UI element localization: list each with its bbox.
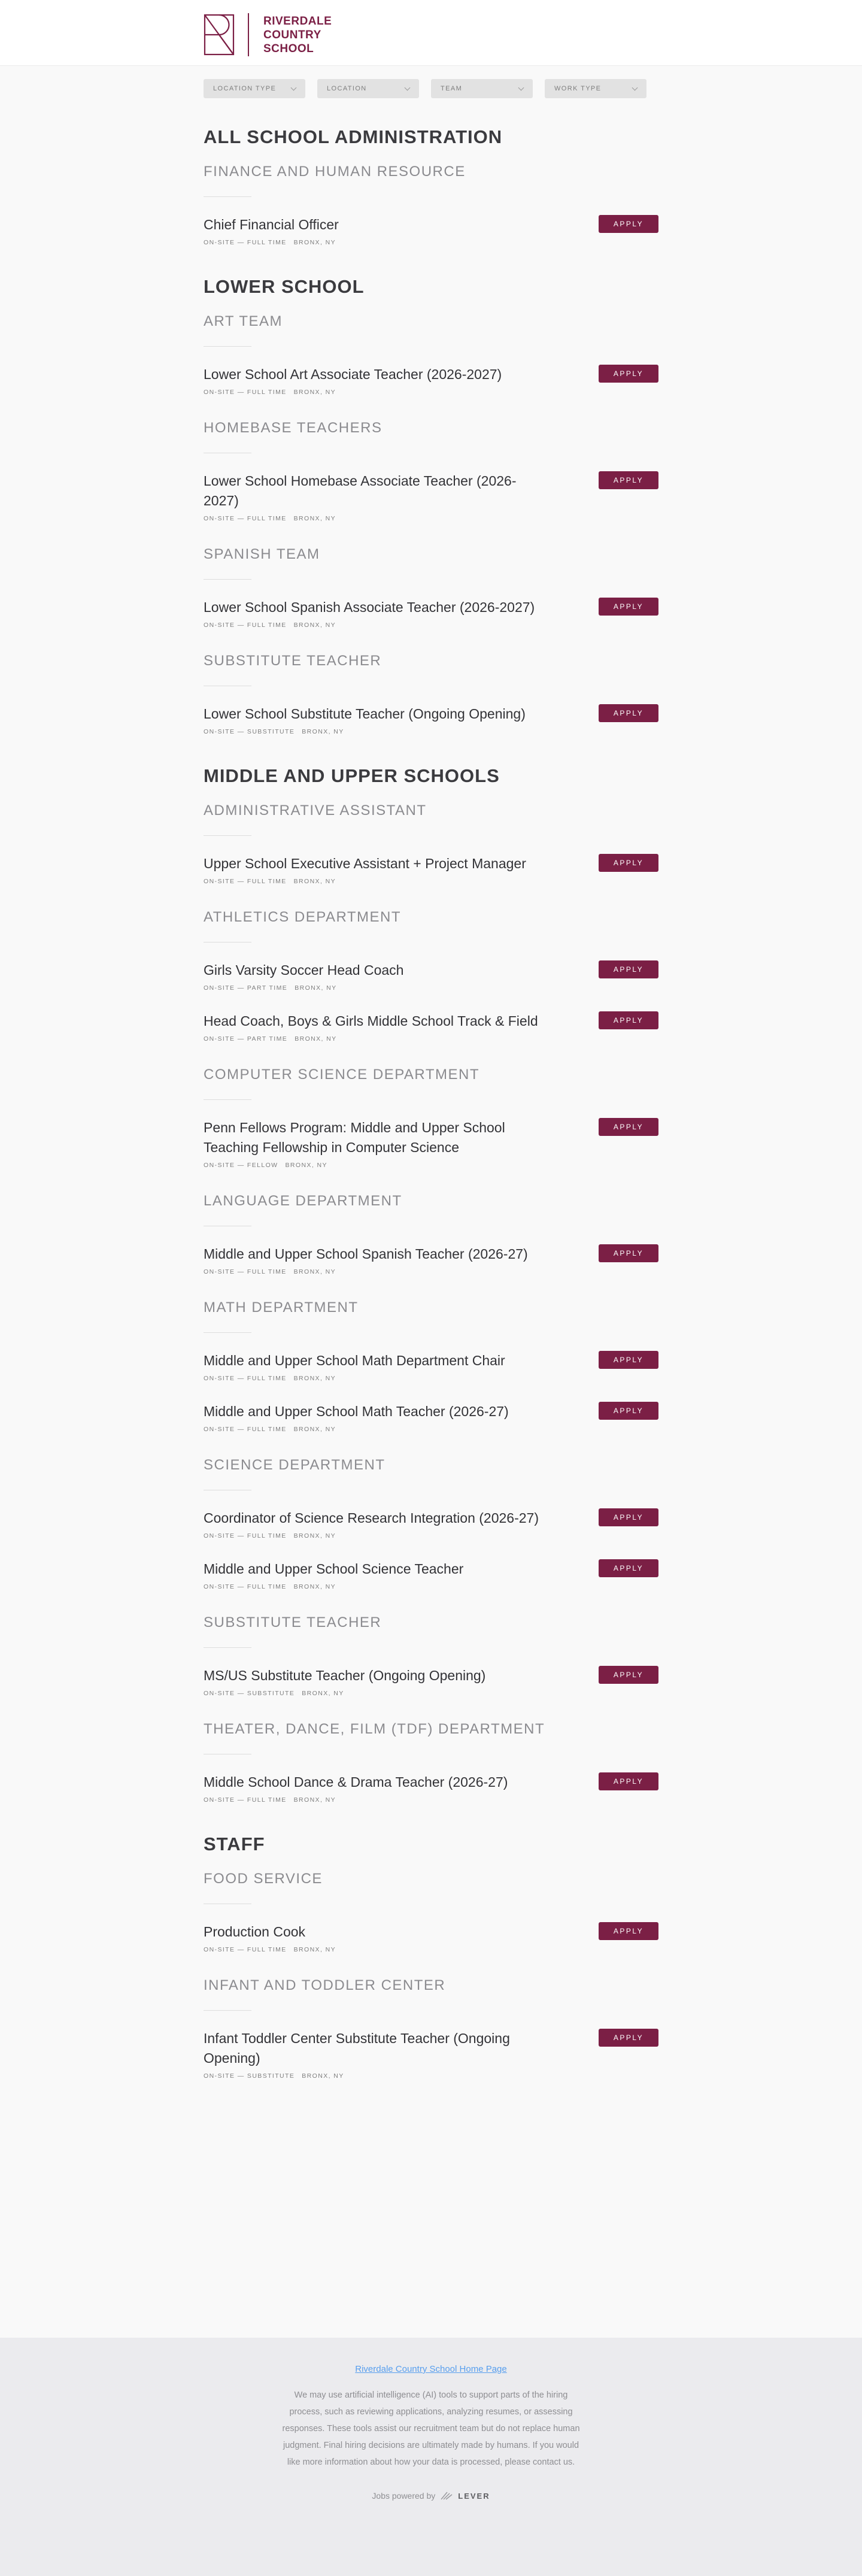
team-title: HOMEBASE TEACHERS [204,420,383,436]
job-posting [204,598,658,631]
filter-label: WORK TYPE [554,85,602,92]
powered-by-text: Jobs powered by [372,2491,436,2501]
team-section [204,1192,658,1277]
job-workplace-type: ON-SITE — FULL TIME [204,1946,287,1953]
job-workplace-type: ON-SITE — FULL TIME [204,1268,287,1275]
job-meta [204,1581,551,1592]
job-title-link[interactable]: Upper School Executive Assistant + Project Manager [204,856,526,871]
job-title-link[interactable]: Lower School Substitute Teacher (Ongoing Opening) [204,706,526,722]
department-title: STAFF [204,1833,265,1854]
team-section [204,1720,658,1805]
job-workplace-type: ON-SITE — FULL TIME [204,389,287,396]
job-workplace-type: ON-SITE — SUBSTITUTE [204,2072,295,2080]
team-divider [204,196,251,197]
job-title-link[interactable]: Head Coach, Boys & Girls Middle School Track & Field [204,1013,538,1029]
apply-button[interactable]: APPLY [599,1559,658,1577]
job-location: BRONX, NY [293,389,336,396]
job-location: BRONX, NY [293,239,336,246]
job-location: BRONX, NY [295,1035,337,1042]
job-workplace-type: ON-SITE — FULL TIME [204,622,287,629]
job-posting [204,1402,658,1435]
team-divider [204,835,251,836]
team-section [204,1870,658,1955]
job-location: BRONX, NY [293,1946,336,1953]
school-name-line-2: COUNTRY [263,28,321,41]
job-workplace-type: ON-SITE — PART TIME [204,984,288,992]
apply-button[interactable]: APPLY [599,960,658,978]
filter-label: LOCATION [327,85,367,92]
job-meta [204,726,551,737]
job-location: BRONX, NY [293,1268,336,1275]
team-divider [204,1332,251,1333]
team-section [204,802,658,887]
job-meta [204,1266,551,1277]
team-section [204,1614,658,1699]
filter-label: LOCATION TYPE [213,85,277,92]
job-location: BRONX, NY [293,1583,336,1590]
team-title: FOOD SERVICE [204,1871,323,1887]
team-title: MATH DEPARTMENT [204,1299,359,1316]
logo-divider [248,13,249,56]
job-meta [204,1373,551,1384]
department-section [204,765,658,1805]
job-workplace-type: ON-SITE — FULL TIME [204,1375,287,1382]
apply-button[interactable]: APPLY [599,365,658,383]
lever-wordmark: LEVER [458,2491,490,2501]
job-meta [204,237,551,248]
job-title-link[interactable]: Middle and Upper School Spanish Teacher (2026-27) [204,1246,528,1262]
job-meta [204,387,551,398]
job-posting [204,1559,658,1592]
department-title: LOWER SCHOOL [204,276,365,297]
chevron-down-icon [291,84,297,90]
job-title-link[interactable]: Middle School Dance & Drama Teacher (2026-27) [204,1774,508,1790]
job-meta [204,1424,551,1435]
team-section [204,1977,658,2081]
job-title-link[interactable]: Girls Varsity Soccer Head Coach [204,962,404,978]
job-workplace-type: ON-SITE — FELLOW [204,1162,278,1169]
filter-label: TEAM [441,85,463,92]
job-workplace-type: ON-SITE — SUBSTITUTE [204,728,295,735]
job-title-link[interactable]: Penn Fellows Program: Middle and Upper School Teaching Fellowship in Computer Science [204,1120,505,1155]
team-title: FINANCE AND HUMAN RESOURCE [204,163,466,180]
team-section [204,545,658,631]
team-title: ART TEAM [204,313,283,329]
team-divider [204,579,251,580]
apply-button[interactable]: APPLY [599,1402,658,1420]
job-workplace-type: ON-SITE — PART TIME [204,1035,288,1042]
team-title: SUBSTITUTE TEACHER [204,653,382,669]
job-title-link[interactable]: Lower School Art Associate Teacher (2026-2027) [204,366,502,382]
job-posting [204,1118,658,1171]
job-meta [204,1531,551,1541]
job-workplace-type: ON-SITE — SUBSTITUTE [204,1690,295,1697]
team-title: ADMINISTRATIVE ASSISTANT [204,802,427,819]
powered-by[interactable] [0,2491,862,2501]
team-section [204,313,658,398]
postings-list [204,126,658,2109]
job-title-link[interactable]: Lower School Spanish Associate Teacher (2026-2027) [204,599,535,615]
apply-button[interactable]: APPLY [599,1351,658,1369]
apply-button[interactable]: APPLY [599,1666,658,1684]
school-name [263,14,332,56]
job-location: BRONX, NY [293,1532,336,1539]
team-section [204,163,658,248]
team-title: COMPUTER SCIENCE DEPARTMENT [204,1066,479,1083]
job-location: BRONX, NY [285,1162,327,1169]
job-workplace-type: ON-SITE — FULL TIME [204,1796,287,1804]
team-section [204,908,658,1044]
apply-button[interactable]: APPLY [599,1922,658,1940]
filter-bar [204,79,646,98]
job-posting [204,704,658,737]
team-divider [204,1099,251,1100]
department-section [204,1833,658,2081]
team-title: ATHLETICS DEPARTMENT [204,909,402,925]
job-title-link[interactable]: Lower School Homebase Associate Teacher (2026-2027) [204,473,517,508]
team-section [204,1299,658,1435]
job-meta [204,1160,551,1171]
job-meta [204,1944,551,1955]
job-posting [204,1011,658,1044]
chevron-down-icon [632,84,638,90]
apply-button[interactable]: APPLY [599,598,658,616]
chevron-down-icon [518,84,524,90]
job-location: BRONX, NY [293,515,336,522]
school-name-line-1: RIVERDALE [263,14,332,28]
school-name-line-3: SCHOOL [263,42,314,55]
job-meta [204,513,551,524]
location-filter[interactable] [317,79,419,98]
job-posting [204,1244,658,1277]
team-section [204,419,658,524]
department-section [204,126,658,248]
apply-button[interactable]: APPLY [599,854,658,872]
department-title: ALL SCHOOL ADMINISTRATION [204,126,503,147]
job-title-link[interactable]: Middle and Upper School Math Department Chair [204,1353,505,1368]
location-type-filter[interactable] [204,79,305,98]
job-posting [204,1508,658,1541]
apply-button[interactable]: APPLY [599,471,658,489]
apply-button[interactable]: APPLY [599,1508,658,1526]
school-home-page-link[interactable]: Riverdale Country School Home Page [355,2364,507,2374]
job-location: BRONX, NY [295,984,337,992]
job-workplace-type: ON-SITE — FULL TIME [204,515,287,522]
team-section [204,652,658,737]
department-section [204,275,658,737]
job-posting [204,365,658,398]
job-posting [204,215,658,248]
job-posting [204,1666,658,1699]
job-posting [204,960,658,993]
job-location: BRONX, NY [293,622,336,629]
team-divider [204,2010,251,2011]
job-title-link[interactable]: Middle and Upper School Math Teacher (2026-27) [204,1404,509,1419]
job-posting [204,1351,658,1384]
job-workplace-type: ON-SITE — FULL TIME [204,1583,287,1590]
job-meta [204,1795,551,1805]
job-location: BRONX, NY [302,1690,344,1697]
department-title: MIDDLE AND UPPER SCHOOLS [204,765,500,786]
team-title: SUBSTITUTE TEACHER [204,1614,382,1631]
job-meta [204,2071,551,2081]
team-title: SPANISH TEAM [204,546,320,562]
job-location: BRONX, NY [293,1426,336,1433]
job-meta [204,983,551,993]
job-workplace-type: ON-SITE — FULL TIME [204,878,287,885]
site-header [0,0,862,66]
job-workplace-type: ON-SITE — FULL TIME [204,239,287,246]
job-location: BRONX, NY [293,1375,336,1382]
apply-button[interactable]: APPLY [599,704,658,722]
job-workplace-type: ON-SITE — FULL TIME [204,1532,287,1539]
chevron-down-icon [405,84,411,90]
job-title-link[interactable]: Production Cook [204,1924,306,1939]
apply-button[interactable]: APPLY [599,1118,658,1136]
team-title: SCIENCE DEPARTMENT [204,1457,386,1473]
job-location: BRONX, NY [293,878,336,885]
job-title-link[interactable]: Infant Toddler Center Substitute Teacher (Ongoing Opening) [204,2031,510,2066]
apply-button[interactable]: APPLY [599,1772,658,1790]
team-divider [204,346,251,347]
job-posting [204,471,658,524]
team-filter[interactable] [431,79,533,98]
apply-button[interactable]: APPLY [599,1244,658,1262]
job-meta [204,876,551,887]
job-posting [204,854,658,887]
page-footer [0,2338,862,2576]
team-title: LANGUAGE DEPARTMENT [204,1193,402,1209]
job-workplace-type: ON-SITE — FULL TIME [204,1426,287,1433]
job-meta [204,1688,551,1699]
job-meta [204,1034,551,1044]
job-meta [204,620,551,631]
job-title-link[interactable]: Middle and Upper School Science Teacher [204,1561,464,1577]
team-section [204,1066,658,1171]
job-posting [204,1922,658,1955]
job-posting [204,1772,658,1805]
apply-button[interactable]: APPLY [599,1011,658,1029]
school-logo[interactable] [204,13,332,56]
team-title: THEATER, DANCE, FILM (TDF) DEPARTMENT [204,1721,545,1737]
lever-logo-icon [440,2491,453,2501]
job-title-link[interactable]: MS/US Substitute Teacher (Ongoing Opening) [204,1668,486,1683]
job-location: BRONX, NY [302,728,344,735]
job-title-link[interactable]: Coordinator of Science Research Integration (2026-27) [204,1510,539,1526]
ai-usage-notice: We may use artificial intelligence (AI) tools to support parts of the hiring process, such as reviewing applications, analyzing resumes, or assessing responses. These tools assist our recruitment team but do not replace human judgment. Final hiring decisions are ultimately made by humans. If you would like more information about how your data is processed, please contact us. [282,2390,580,2467]
job-title-link[interactable]: Chief Financial Officer [204,217,339,232]
work-type-filter[interactable] [545,79,646,98]
rcs-monogram-icon [204,14,236,56]
job-posting [204,2029,658,2081]
team-title: INFANT AND TODDLER CENTER [204,1977,446,1993]
job-location: BRONX, NY [293,1796,336,1804]
job-location: BRONX, NY [302,2072,344,2080]
team-section [204,1456,658,1592]
team-divider [204,1647,251,1648]
apply-button[interactable]: APPLY [599,215,658,233]
apply-button[interactable]: APPLY [599,2029,658,2047]
